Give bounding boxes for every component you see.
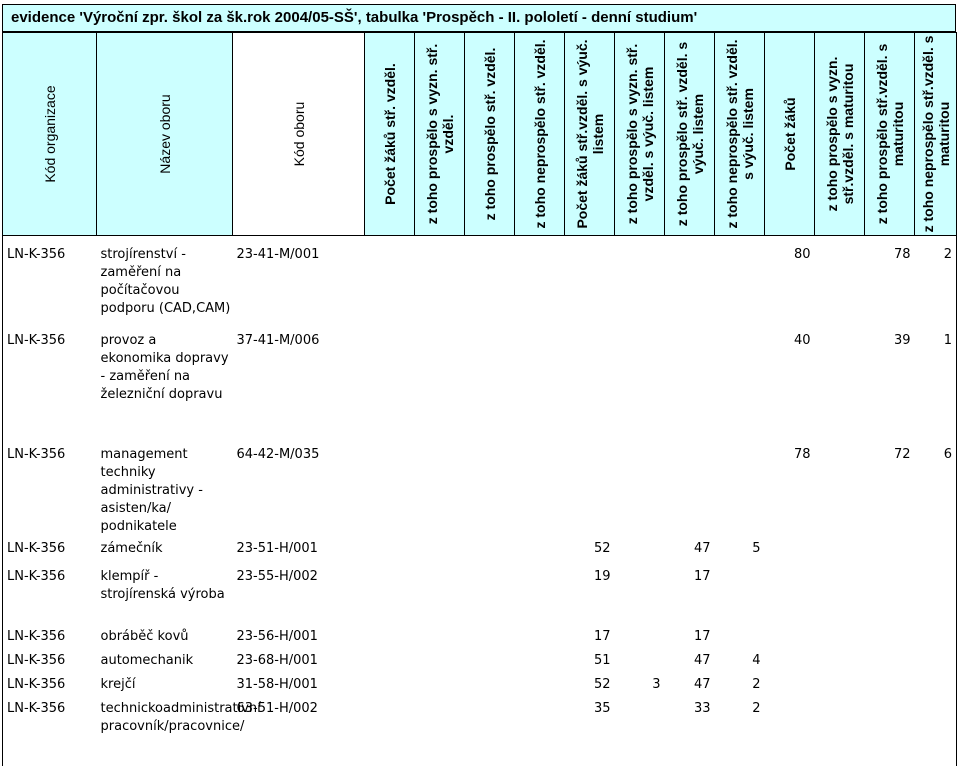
table-cell bbox=[815, 564, 865, 624]
table-cell bbox=[365, 236, 415, 328]
table-row bbox=[3, 564, 957, 624]
table-cell bbox=[415, 696, 465, 766]
column-header: Počet žáků stř.vzděl. s výuč. listem bbox=[565, 33, 615, 236]
table-cell bbox=[465, 236, 515, 328]
table-cell: 63-51-H/002 bbox=[236, 700, 318, 716]
table-cell: LN-K-356 bbox=[3, 442, 97, 536]
table-cell bbox=[365, 536, 415, 564]
table-cell: LN-K-356 bbox=[3, 648, 97, 672]
table-cell bbox=[515, 672, 565, 696]
column-header: Počet žáků stř. vzděl. bbox=[365, 33, 415, 236]
table-cell: 80 bbox=[793, 247, 811, 262]
table-cell bbox=[365, 672, 415, 696]
table-cell: 40 bbox=[793, 332, 811, 348]
table-cell: 33 bbox=[693, 700, 711, 716]
table-cell bbox=[465, 696, 515, 766]
table-cell: 64-42-M/035 bbox=[236, 446, 320, 462]
table-cell: krejčí bbox=[100, 676, 136, 692]
table-cell bbox=[915, 672, 957, 696]
table-cell: automechanik bbox=[100, 652, 194, 668]
table-body bbox=[3, 236, 957, 766]
table-row bbox=[3, 624, 957, 648]
column-header: z toho prospělo stř. vzděl. bbox=[465, 33, 515, 236]
table-cell bbox=[415, 648, 465, 672]
table-cell: LN-K-356 bbox=[3, 564, 97, 624]
table-cell bbox=[765, 696, 815, 766]
table-cell: LN-K-356 bbox=[3, 696, 97, 766]
table-cell: 37-41-M/006 bbox=[236, 332, 320, 348]
table-cell bbox=[615, 648, 665, 672]
table-cell bbox=[665, 328, 715, 442]
table-cell bbox=[865, 624, 915, 648]
table-cell bbox=[715, 328, 765, 442]
table-cell bbox=[715, 236, 765, 328]
table-cell bbox=[515, 624, 565, 648]
table-row bbox=[3, 672, 957, 696]
table-cell bbox=[615, 624, 665, 648]
table-cell: 17 bbox=[693, 568, 711, 584]
table-cell bbox=[765, 536, 815, 564]
table-cell bbox=[915, 536, 957, 564]
table-cell: LN-K-356 bbox=[3, 236, 97, 328]
table-cell bbox=[815, 648, 865, 672]
table-cell bbox=[365, 442, 415, 536]
table-cell: 47 bbox=[693, 652, 711, 668]
column-header: Název oboru bbox=[97, 33, 233, 236]
table-cell bbox=[415, 236, 465, 328]
table-cell: management techniky administrativy - asisten/ka/ podnikatele bbox=[100, 446, 203, 534]
table-cell: 4 bbox=[752, 652, 761, 668]
table-row bbox=[3, 236, 957, 328]
table-cell bbox=[865, 696, 915, 766]
table-cell bbox=[565, 328, 615, 442]
column-header: z toho prospělo s vyzn. stř. vzděl. bbox=[415, 33, 465, 236]
results-table bbox=[2, 32, 957, 766]
table-cell: LN-K-356 bbox=[3, 328, 97, 442]
table-cell: 17 bbox=[593, 628, 611, 644]
table-cell bbox=[915, 696, 957, 766]
table-cell bbox=[515, 564, 565, 624]
table-cell: 52 bbox=[593, 676, 611, 692]
table-cell bbox=[415, 328, 465, 442]
table-cell bbox=[815, 624, 865, 648]
table-row bbox=[3, 442, 957, 536]
table-cell: 6 bbox=[915, 442, 957, 536]
table-cell bbox=[865, 672, 915, 696]
table-cell: strojírenství - zaměření na počítačovou podporu (CAD,CAM) bbox=[100, 247, 231, 316]
table-cell: 78 bbox=[893, 247, 911, 262]
table-cell bbox=[465, 536, 515, 564]
table-cell bbox=[615, 442, 665, 536]
column-header: z toho neprospělo stř. vzděl. s výuč. listem bbox=[715, 33, 765, 236]
table-cell: 17 bbox=[693, 628, 711, 644]
table-cell: 23-56-H/001 bbox=[236, 628, 318, 644]
column-header: Počet žáků bbox=[765, 33, 815, 236]
table-row bbox=[3, 536, 957, 564]
table-cell bbox=[415, 536, 465, 564]
table-cell bbox=[365, 696, 415, 766]
table-cell: 2 bbox=[752, 700, 761, 716]
table-cell: 23-51-H/001 bbox=[236, 540, 318, 556]
table-cell bbox=[865, 536, 915, 564]
table-cell: klempíř - strojírenská výroba bbox=[100, 568, 225, 602]
table-cell bbox=[415, 672, 465, 696]
table-cell: 52 bbox=[593, 540, 611, 556]
table-cell bbox=[465, 624, 515, 648]
column-header: z toho neprospělo stř. vzděl. bbox=[515, 33, 565, 236]
table-cell bbox=[365, 328, 415, 442]
column-header: Kód oboru bbox=[233, 33, 365, 236]
table-cell bbox=[415, 442, 465, 536]
table-cell bbox=[465, 672, 515, 696]
table-cell bbox=[565, 442, 615, 536]
table-cell bbox=[815, 442, 865, 536]
table-cell: 47 bbox=[693, 676, 711, 692]
table-cell: technickoadministrativní pracovník/pracovnice/ bbox=[100, 700, 261, 734]
table-cell bbox=[515, 236, 565, 328]
table-cell: 39 bbox=[893, 332, 911, 348]
table-cell: 23-68-H/001 bbox=[236, 652, 318, 668]
table-cell: provoz a ekonomika dopravy - zaměření na železniční dopravu bbox=[100, 332, 229, 402]
table-cell: 23-41-M/001 bbox=[236, 247, 320, 262]
table-cell bbox=[415, 564, 465, 624]
table-cell: 35 bbox=[593, 700, 611, 716]
table-cell bbox=[515, 696, 565, 766]
table-cell bbox=[765, 672, 815, 696]
table-cell bbox=[365, 624, 415, 648]
column-header: z toho neprospělo stř.vzděl. s maturitou bbox=[915, 33, 957, 236]
table-cell: 23-55-H/002 bbox=[236, 568, 318, 584]
table-cell bbox=[515, 648, 565, 672]
table-cell: 2 bbox=[752, 676, 761, 692]
table-cell bbox=[765, 648, 815, 672]
table-cell bbox=[865, 564, 915, 624]
table-cell bbox=[415, 624, 465, 648]
header-row bbox=[3, 33, 957, 236]
table-cell: 5 bbox=[752, 540, 761, 556]
table-cell: 72 bbox=[893, 446, 911, 462]
table-cell: 2 bbox=[915, 236, 957, 328]
column-header: z toho prospělo s vyzn. stř.vzděl. s maturitou bbox=[815, 33, 865, 236]
table-cell bbox=[715, 624, 765, 648]
table-cell bbox=[915, 648, 957, 672]
table-cell: zámečník bbox=[100, 540, 163, 556]
report-title: evidence 'Výroční zpr. škol za šk.rok 2004/05-SŠ', tabulka 'Prospěch - II. pololetí - denní studium' bbox=[2, 4, 956, 32]
table-cell bbox=[815, 672, 865, 696]
table-cell bbox=[465, 648, 515, 672]
table-cell: LN-K-356 bbox=[3, 624, 97, 648]
column-header: z toho prospělo s vyzn. stř. vzděl. s výuč. listem bbox=[615, 33, 665, 236]
table-cell: 19 bbox=[593, 568, 611, 584]
table-cell: LN-K-356 bbox=[3, 536, 97, 564]
table-cell bbox=[665, 442, 715, 536]
table-cell bbox=[765, 624, 815, 648]
table-cell bbox=[765, 564, 815, 624]
table-cell bbox=[815, 536, 865, 564]
table-cell bbox=[915, 624, 957, 648]
table-row bbox=[3, 696, 957, 766]
table-cell bbox=[815, 696, 865, 766]
table-cell bbox=[365, 564, 415, 624]
table-cell: 3 bbox=[652, 676, 661, 692]
table-cell bbox=[615, 236, 665, 328]
table-cell bbox=[615, 328, 665, 442]
table-cell bbox=[865, 648, 915, 672]
table-cell bbox=[465, 328, 515, 442]
table-cell bbox=[465, 442, 515, 536]
column-header: z toho prospělo stř.vzděl. s maturitou bbox=[865, 33, 915, 236]
table-cell bbox=[615, 696, 665, 766]
table-cell: 51 bbox=[593, 652, 611, 668]
table-row bbox=[3, 328, 957, 442]
table-cell bbox=[915, 564, 957, 624]
table-cell bbox=[715, 564, 765, 624]
table-row bbox=[3, 648, 957, 672]
table-cell bbox=[815, 328, 865, 442]
table-cell bbox=[565, 236, 615, 328]
column-header: z toho prospělo stř. vzděl. s výuč. listem bbox=[665, 33, 715, 236]
table-cell: 78 bbox=[793, 446, 811, 462]
table-cell bbox=[815, 236, 865, 328]
table-cell bbox=[465, 564, 515, 624]
table-cell bbox=[515, 536, 565, 564]
table-cell: 1 bbox=[915, 328, 957, 442]
table-cell bbox=[665, 236, 715, 328]
table-cell bbox=[515, 442, 565, 536]
table-cell: LN-K-356 bbox=[3, 672, 97, 696]
table-cell: 31-58-H/001 bbox=[236, 676, 318, 692]
table-cell bbox=[615, 564, 665, 624]
table-cell bbox=[615, 536, 665, 564]
table-cell: obráběč kovů bbox=[100, 628, 189, 644]
table-cell bbox=[515, 328, 565, 442]
column-header: Kód organizace bbox=[3, 33, 97, 236]
table-cell bbox=[715, 442, 765, 536]
table-cell: 47 bbox=[693, 540, 711, 556]
table-cell bbox=[365, 648, 415, 672]
